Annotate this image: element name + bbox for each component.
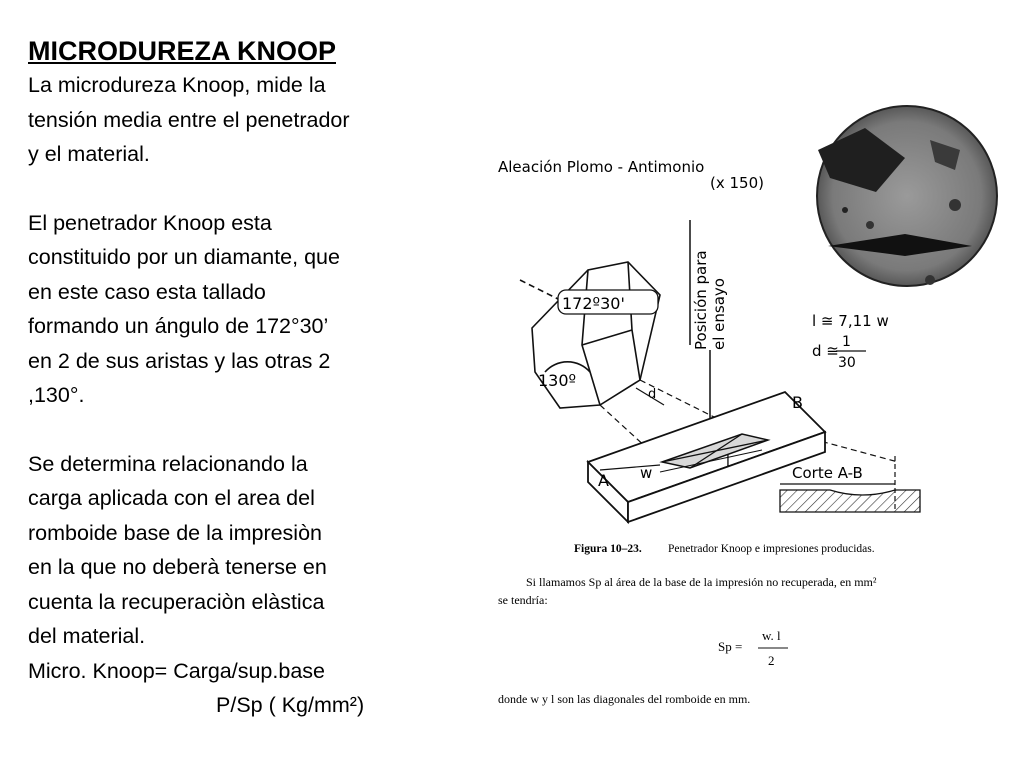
text-line: del material. bbox=[28, 624, 146, 648]
text-column bbox=[28, 34, 468, 723]
equation-lhs: Sp = bbox=[718, 639, 743, 654]
caption-text: Penetrador Knoop e impresiones producidas. bbox=[668, 543, 875, 555]
label-a: A bbox=[598, 471, 609, 490]
text-line: formando un ángulo de 172°30’ bbox=[28, 314, 329, 338]
text-line: ,130°. bbox=[28, 383, 85, 407]
text-line: Se determina relacionando la bbox=[28, 451, 308, 476]
text-line: en la que no deberà tenerse en bbox=[28, 555, 327, 579]
angle-172-label: 172º30' bbox=[562, 294, 625, 313]
text-line: tensión media entre el penetrador bbox=[28, 107, 350, 132]
position-label-1: Posición para bbox=[692, 250, 710, 350]
spacer bbox=[28, 413, 468, 447]
text-line: La microdureza Knoop, mide la bbox=[28, 73, 326, 97]
spacer bbox=[28, 172, 468, 206]
text-line: El penetrador Knoop esta bbox=[28, 210, 272, 235]
text-line: en este caso esta tallado bbox=[28, 279, 266, 304]
caption-number: Figura 10–23. bbox=[574, 543, 642, 555]
cross-section bbox=[780, 490, 920, 512]
text-line: constituido por un diamante, que bbox=[28, 245, 340, 269]
equation-numerator: w. l bbox=[762, 628, 781, 643]
knoop-figure bbox=[486, 82, 1016, 722]
book-text-line1: Si llamamos Sp al área de la base de la impresión no recuperada, en mm² bbox=[526, 575, 877, 589]
text-line: romboide base de la impresiòn bbox=[28, 520, 322, 545]
l-label: l bbox=[726, 454, 730, 470]
equation-denominator: 2 bbox=[768, 653, 775, 668]
text-line: y el material. bbox=[28, 142, 150, 166]
alloy-label: Aleación Plomo - Antimonio bbox=[498, 158, 705, 176]
text-line: cuenta la recuperaciòn elàstica bbox=[28, 589, 325, 614]
book-text-line2: se tendría: bbox=[498, 593, 548, 607]
l-formula: l ≅ 7,11 w bbox=[812, 312, 889, 330]
text-line: en 2 de sus aristas y las otras 2 bbox=[28, 348, 331, 373]
formula-units: P/Sp ( Kg/mm²) bbox=[216, 693, 365, 717]
d-formula-den: 30 bbox=[838, 355, 856, 371]
d-formula-num: 1 bbox=[842, 334, 851, 350]
book-footer-text: donde w y l son las diagonales del romboide en mm. bbox=[498, 692, 751, 706]
micrograph bbox=[817, 106, 997, 286]
slide-title: MICRODUREZA KNOOP bbox=[28, 36, 336, 66]
text-line: carga aplicada con el area del bbox=[28, 486, 315, 510]
d-label: d bbox=[648, 387, 657, 402]
angle-130-label: 130º bbox=[538, 371, 577, 390]
label-b: B bbox=[792, 393, 803, 412]
cut-label: Corte A-B bbox=[792, 464, 863, 482]
w-label: w bbox=[640, 464, 653, 482]
position-label-2: el ensayo bbox=[710, 278, 728, 350]
magnification-label: (x 150) bbox=[710, 174, 764, 192]
d-formula-lhs: d ≅ bbox=[812, 342, 839, 360]
formula-line: Micro. Knoop= Carga/sup.base bbox=[28, 658, 325, 683]
